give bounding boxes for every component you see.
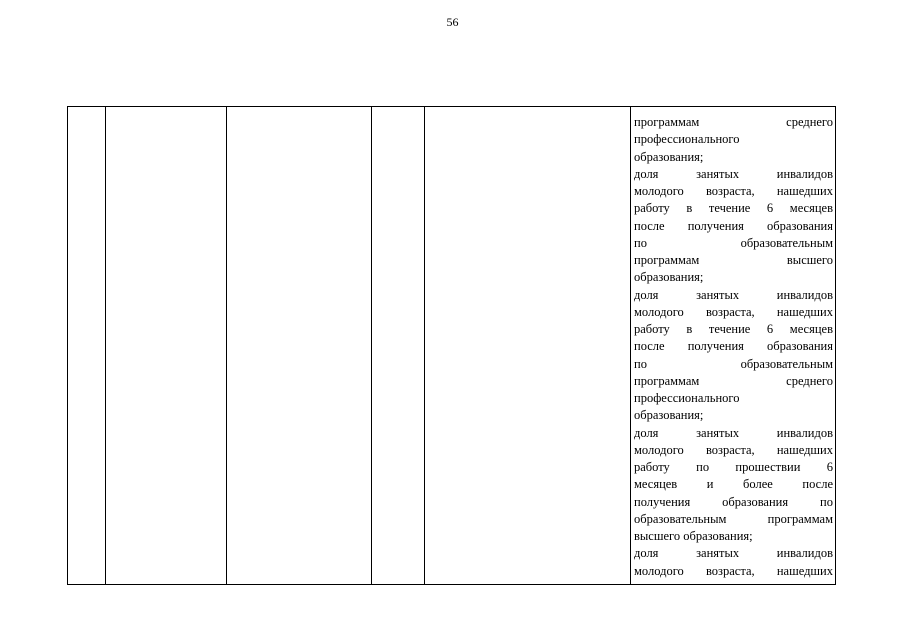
- text-line: программам высшего: [634, 253, 833, 267]
- text-line: доля занятых инвалидов: [634, 425, 833, 440]
- text-line: образования;: [634, 270, 704, 285]
- text-line: молодого возраста, нашедших: [634, 184, 833, 198]
- page-number: 56: [446, 15, 459, 29]
- text-line: программам среднего: [634, 115, 833, 129]
- text-line: молодого возраста, нашедших: [634, 304, 833, 319]
- text-line: профессионального: [634, 391, 740, 405]
- table-cell-col-3: [227, 107, 372, 584]
- text-line: по образовательным: [634, 235, 833, 250]
- text-line: доля занятых инвалидов: [634, 546, 833, 561]
- text-line: образования;: [634, 149, 704, 164]
- table-cell-col-2: [106, 107, 227, 584]
- text-line: работу в течение 6 месяцев: [634, 322, 833, 336]
- text-line: доля занятых инвалидов: [634, 166, 833, 181]
- text-line: работу в течение 6 месяцев: [634, 201, 833, 216]
- text-line: профессионального: [634, 132, 740, 147]
- text-line: образования;: [634, 408, 704, 423]
- text-line: программам среднего: [634, 373, 833, 388]
- text-line: получения образования по: [634, 494, 833, 509]
- table-cell-col-1: [68, 107, 106, 584]
- text-line: месяцев и более после: [634, 477, 833, 492]
- text-line: работу по прошествии 6: [634, 460, 833, 474]
- indicator-table: [67, 106, 836, 585]
- table-cell-col-4: [372, 107, 425, 584]
- text-line: образовательным программам: [634, 511, 833, 526]
- text-line: после получения образования: [634, 218, 833, 233]
- text-line: доля занятых инвалидов: [634, 287, 833, 302]
- text-line: молодого возраста, нашедших: [634, 563, 833, 578]
- table-cell-indicators-text: [631, 107, 835, 584]
- text-line: высшего образования;: [634, 529, 753, 543]
- text-line: после получения образования: [634, 339, 833, 354]
- text-line: по образовательным: [634, 356, 833, 371]
- text-line: молодого возраста, нашедших: [634, 442, 833, 457]
- table-cell-col-5: [425, 107, 631, 584]
